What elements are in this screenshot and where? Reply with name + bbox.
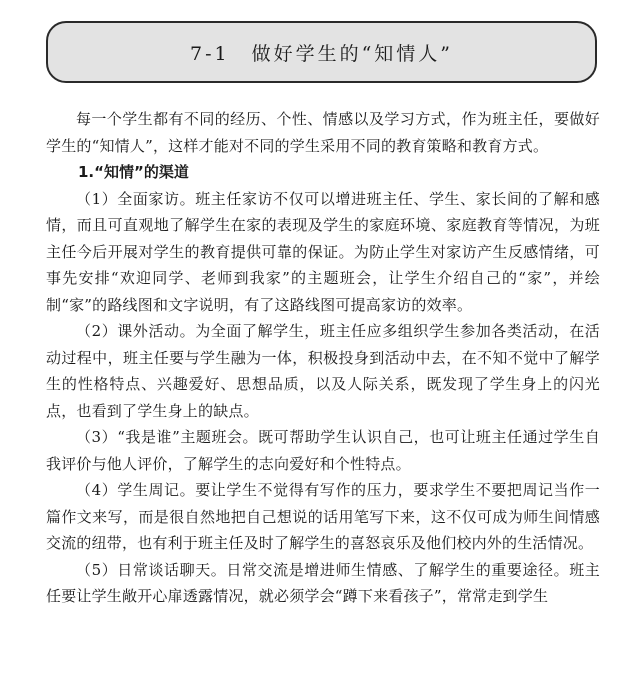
paragraph-home-visit: （1）全面家访。班主任家访不仅可以增进班主任、学生、家长间的了解和感情，而且可直观地了解学生在家的表现及学生的家庭环境、家庭教育等情况，为班主任今后开展对学生的教育提供可靠的保证。为防止学生对家访产生反感情绪，可事先安排“欢迎同学、老师到我家”的主题班会，让学生介绍自己的“家”，并绘制“家”的路线图和文字说明，有了这路线图可提高家访的效率。 <box>46 189 600 314</box>
chapter-title: 7-1 做好学生的“知情人” <box>189 42 454 65</box>
paragraph-class-meeting: （3）“我是谁”主题班会。既可帮助学生认识自己，也可让班主任通过学生自我评价与他人评价，了解学生的志向爱好和个性特点。 <box>46 428 600 473</box>
page-content <box>46 106 600 610</box>
paragraph-daily-chat: （5）日常谈话聊天。日常交流是增进师生情感、了解学生的重要途径。班主任要让学生敞开心扉透露情况，就必须学会“蹲下来看孩子”，常常走到学生 <box>46 560 600 605</box>
paragraph-weekly-journal: （4）学生周记。要让学生不觉得有写作的压力，要求学生不要把周记当作一篇作文来写，而是很自然地把自己想说的话用笔写下来，这不仅可成为师生间情感交流的纽带，也有利于班主任及时了解学生的喜怒哀乐及他们校内外的生活情况。 <box>46 481 600 552</box>
chapter-title-box <box>46 21 597 83</box>
paragraph-extracurricular: （2）课外活动。为全面了解学生，班主任应多组织学生参加各类活动，在活动过程中，班主任要与学生融为一体，积极投身到活动中去，在不知不觉中了解学生的性格特点、兴趣爱好、思想品质，以及人际关系，既发现了学生身上的闪光点，也看到了学生身上的缺点。 <box>46 322 600 420</box>
section-heading: 1.“知情”的渠道 <box>78 163 189 181</box>
intro-paragraph: 每一个学生都有不同的经历、个性、情感以及学习方式，作为班主任，要做好学生的“知情人”，这样才能对不同的学生采用不同的教育策略和教育方式。 <box>46 110 600 155</box>
